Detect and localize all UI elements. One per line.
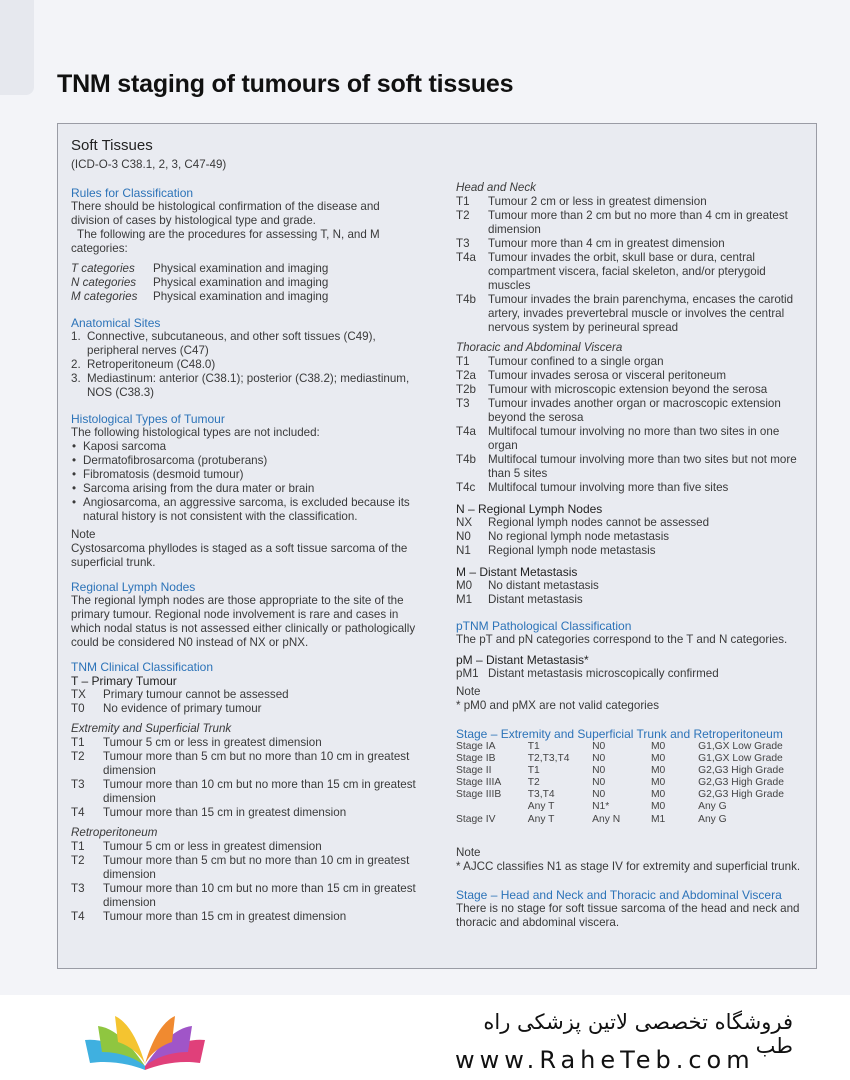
histological-heading: Histological Types of Tumour: [71, 412, 225, 426]
table-row: [456, 801, 806, 813]
table-cell: N0: [592, 777, 606, 789]
thoracic-row: T4b Multifocal tumour involving more than two sites but not more than 5 sites: [456, 453, 797, 480]
retro-row: T4 Tumour more than 15 cm in greatest dimension: [71, 910, 347, 923]
histological-list: [71, 440, 421, 524]
table-cell: Any N: [592, 813, 621, 825]
pm-row: pM1 Distant metastasis microscopically confirmed: [456, 667, 719, 680]
table-cell: Stage IA: [456, 741, 496, 752]
table-cell: Stage IV: [456, 813, 496, 825]
table-cell: T1: [527, 765, 540, 777]
watermark-url: www.RaheTeb.com: [455, 1046, 755, 1074]
n-row: NX Regional lymph nodes cannot be assessed: [456, 516, 710, 529]
anatomical-item: 2. Retroperitoneum (C48.0): [71, 358, 216, 371]
rules-item: M categories Physical examination and imaging: [71, 290, 329, 303]
icd-code: (ICD-O-3 C38.1, 2, 3, C47-49): [71, 158, 227, 171]
headneck-row: T2 Tumour more than 2 cm but no more than 4 cm in greatest dimension: [456, 209, 788, 236]
headneck-heading: Head and Neck: [456, 181, 536, 194]
table-cell: G1,GX Low Grade: [698, 753, 783, 765]
retro-row: T2 Tumour more than 5 cm but no more than 10 cm in greatest dimension: [71, 854, 410, 881]
table-cell: M0: [650, 777, 666, 789]
table-cell: Stage II: [456, 765, 492, 777]
rules-heading: Rules for Classification: [71, 186, 194, 200]
ptnm-note: * pM0 and pMX are not valid categories: [456, 699, 660, 712]
stage-hn-text: There is no stage for soft tissue sarcoma of the head and neck and thoracic and abdominal viscera.: [456, 901, 800, 929]
t-row: TX Primary tumour cannot be assessed: [71, 688, 289, 701]
table-cell: N0: [592, 789, 606, 801]
table-cell: G2,G3 High Grade: [698, 789, 784, 801]
stage-table: [456, 741, 806, 826]
n-heading: N – Regional Lymph Nodes: [456, 502, 603, 516]
stage-note-label: Note: [456, 845, 481, 859]
regional-heading: Regional Lymph Nodes: [71, 580, 196, 594]
rules-list: [71, 262, 421, 304]
table-cell: G2,G3 High Grade: [698, 777, 784, 789]
extremity-row: T2 Tumour more than 5 cm but no more than 10 cm in greatest dimension: [71, 750, 410, 777]
table-cell: T1: [527, 741, 540, 752]
table-cell: G2,G3 High Grade: [698, 765, 784, 777]
thoracic-row: T4c Multifocal tumour involving more than five sites: [456, 481, 729, 494]
anatomical-heading: Anatomical Sites: [71, 316, 161, 330]
table-cell: N0: [592, 765, 606, 777]
table-cell: T2: [527, 777, 540, 789]
n-row: N1 Regional lymph node metastasis: [456, 544, 656, 557]
table-cell: G1,GX Low Grade: [698, 741, 783, 752]
list-item: • Fibromatosis (desmoid tumour): [83, 468, 421, 482]
book-logo-icon: [80, 1008, 210, 1073]
page-spine: [0, 0, 34, 95]
m-row: M1 Distant metastasis: [456, 593, 583, 606]
histological-note: Cystosarcoma phyllodes is staged as a soft tissue sarcoma of the superficial trunk.: [71, 542, 408, 569]
stage-note: * AJCC classifies N1 as stage IV for extremity and superficial trunk.: [456, 859, 801, 873]
ptnm-text: The pT and pN categories correspond to the T and N categories.: [456, 633, 788, 646]
soft-tissues-box: [57, 123, 817, 969]
histological-note-label: Note: [71, 528, 96, 541]
thoracic-row: T2a Tumour invades serosa or visceral peritoneum: [456, 369, 726, 382]
table-cell: Stage IIIA: [456, 777, 502, 789]
table-cell: M0: [650, 741, 666, 752]
rules-p1: There should be histological confirmation of the disease and division of cases by histological type and grade.: [71, 200, 380, 227]
table-cell: M0: [650, 801, 666, 813]
list-item: • Angiosarcoma, an aggressive sarcoma, is excluded because its natural history is not consistent with the classification.: [83, 496, 421, 524]
anatomical-item: 1. Connective, subcutaneous, and other soft tissues (C49), peripheral nerves (C47): [71, 330, 376, 357]
right-column: [456, 181, 806, 930]
table-cell: M0: [650, 789, 666, 801]
table-cell: Any T: [527, 813, 555, 825]
stage-hn-heading: Stage – Head and Neck and Thoracic and Abdominal Viscera: [456, 887, 782, 902]
list-item: • Kaposi sarcoma: [83, 440, 421, 454]
tnm-heading: TNM Clinical Classification: [71, 660, 214, 674]
table-cell: N0: [592, 753, 606, 765]
list-item: • Sarcoma arising from the dura mater or brain: [83, 482, 421, 496]
thoracic-row: T3 Tumour invades another organ or macroscopic extension beyond the serosa: [456, 397, 781, 424]
page-title: TNM staging of tumours of soft tissues: [57, 70, 514, 98]
watermark-persian-text: فروشگاه تخصصی لاتین پزشکی راه طب: [483, 1010, 793, 1058]
thoracic-row: T4a Multifocal tumour involving no more than two sites in one organ: [456, 425, 780, 452]
t-row: T0 No evidence of primary tumour: [71, 702, 262, 715]
extremity-row: T3 Tumour more than 10 cm but no more than 15 cm in greatest dimension: [71, 778, 416, 805]
left-column: [71, 186, 421, 924]
ptnm-note-label: Note: [456, 685, 481, 698]
headneck-row: T1 Tumour 2 cm or less in greatest dimension: [456, 195, 707, 208]
retro-row: T3 Tumour more than 10 cm but no more than 15 cm in greatest dimension: [71, 882, 416, 909]
table-cell: N0: [592, 741, 606, 752]
rules-item: T categories Physical examination and imaging: [71, 262, 329, 275]
table-cell: Any G: [698, 813, 727, 825]
table-row: [456, 753, 806, 765]
headneck-row: T3 Tumour more than 4 cm in greatest dimension: [456, 237, 725, 250]
stage-heading: Stage – Extremity and Superficial Trunk and Retroperitoneum: [456, 727, 783, 741]
m-row: M0 No distant metastasis: [456, 579, 599, 592]
ptnm-heading: pTNM Pathological Classification: [456, 619, 632, 633]
n-row: N0 No regional lymph node metastasis: [456, 530, 670, 543]
table-cell: Any G: [698, 801, 727, 813]
table-row: [456, 765, 806, 777]
thoracic-heading: Thoracic and Abdominal Viscera: [456, 341, 623, 354]
table-cell: M0: [650, 753, 666, 765]
headneck-row: T4a Tumour invades the orbit, skull base or dura, central compartment viscera, facial skeleton, and/or pterygoid muscles: [456, 251, 766, 292]
extremity-row: T4 Tumour more than 15 cm in greatest dimension: [71, 806, 347, 819]
thoracic-row: T1 Tumour confined to a single organ: [456, 355, 664, 368]
pm-heading: pM – Distant Metastasis*: [456, 653, 589, 667]
table-row: [456, 777, 806, 789]
headneck-row: T4b Tumour invades the brain parenchyma, encases the carotid artery, invades prevertebral muscle or involves the central nervous system by perineural spread: [456, 293, 794, 334]
t-heading: T – Primary Tumour: [71, 674, 177, 688]
rules-item: N categories Physical examination and imaging: [71, 276, 329, 289]
histological-intro: The following histological types are not included:: [71, 426, 320, 439]
m-heading: M – Distant Metastasis: [456, 565, 578, 579]
table-cell: T3,T4: [527, 789, 555, 801]
extremity-row: T1 Tumour 5 cm or less in greatest dimension: [71, 736, 322, 749]
rules-p2: The following are the procedures for assessing T, N, and M categories:: [71, 228, 380, 255]
table-row: [456, 741, 806, 753]
table-row: [456, 814, 806, 826]
table-cell: M0: [650, 765, 666, 777]
table-cell: [456, 801, 528, 813]
extremity-heading: Extremity and Superficial Trunk: [71, 722, 232, 735]
table-cell: Any T: [527, 801, 555, 813]
table-cell: M1: [650, 813, 666, 825]
table-cell: Stage IB: [456, 753, 496, 765]
anatomical-item: 3. Mediastinum: anterior (C38.1); posterior (C38.2); mediastinum, NOS (C38.3): [71, 372, 410, 399]
retro-row: T1 Tumour 5 cm or less in greatest dimension: [71, 840, 322, 853]
retro-heading: Retroperitoneum: [71, 826, 158, 839]
table-cell: T2,T3,T4: [527, 753, 570, 765]
box-title: Soft Tissues: [71, 137, 153, 154]
regional-text: The regional lymph nodes are those appropriate to the site of the primary tumour. Regional node involvement is rare and cases in which nodal status is not assessed either clinically or pathologically could be considered N0 instead of NX or pNX.: [71, 594, 416, 649]
thoracic-row: T2b Tumour with microscopic extension beyond the serosa: [456, 383, 768, 396]
table-row: [456, 789, 806, 801]
table-cell: N1*: [592, 801, 610, 813]
list-item: • Dermatofibrosarcoma (protuberans): [83, 454, 421, 468]
table-cell: Stage IIIB: [456, 789, 502, 801]
